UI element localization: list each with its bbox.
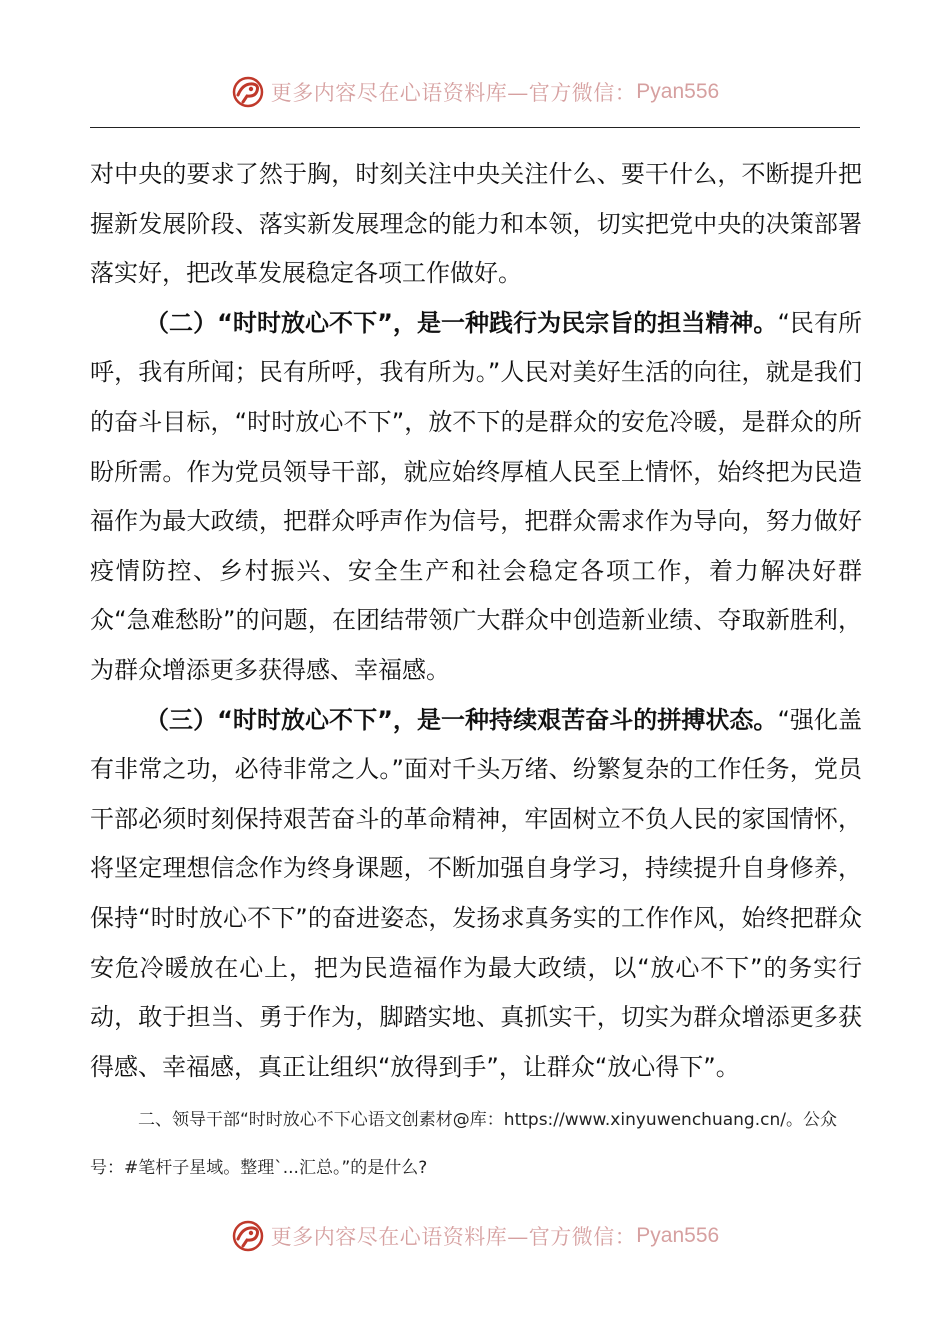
- paragraph-3: [90, 696, 862, 1093]
- paragraph-3-text: “强化盖有非常之功，必待非常之人。”面对千头万绪、纷繁复杂的工作任务，党员干部必须时刻保持艰苦奋斗的革命精神，牢固树立不负人民的家国情怀，将坚定理想信念作为终身课题，不断加强自身学习，持续提升自身修养，保持“时时放心不下”的奋进姿态，发扬求真务实的工作作风，始终把群众安危冷暖放在心上，把为民造福作为最大政绩，以“放心不下”的务实行动，敢于担当、勇于作为，脚踏实地、真抓实干，切实为群众增添更多获得感、幸福感，真正让组织“放得到手”，让群众“放心得下”。: [90, 705, 863, 1081]
- header-divider: [90, 127, 860, 128]
- section-heading-3: （三）“时时放心不下”，是一种持续艰苦奋斗的拼搏状态。: [145, 705, 778, 734]
- document-body: [90, 150, 862, 1092]
- banner-text: 更多内容尽在心语资料库—官方微信：: [270, 1225, 637, 1249]
- header-banner: [0, 70, 950, 114]
- footer-banner: [0, 1214, 950, 1258]
- paragraph-4: 二、领导干部“时时放心不下心语文创素材@库：https://www.xinyuwenchuang.cn/。公众号：#笔杆子星域。整理`...汇总。”的是什么?: [90, 1110, 837, 1178]
- section-heading-2: （二）“时时放心不下”，是一种践行为民宗旨的担当精神。: [145, 308, 778, 337]
- banner-wechat-id: Pyan556: [636, 1224, 720, 1247]
- banner-text: 更多内容尽在心语资料库—官方微信：: [270, 81, 637, 105]
- banner-wechat-id: Pyan556: [636, 80, 720, 103]
- logo-icon: [231, 75, 265, 109]
- logo-icon: [231, 1219, 265, 1253]
- paragraph-2-text: “民有所呼，我有所闻；民有所呼，我有所为。”人民对美好生活的向往，就是我们的奋斗目标，“时时放心不下”，放不下的是群众的安危冷暖，是群众的所盼所需。作为党员领导干部，就应始终厚植人民至上情怀，始终把为民造福作为最大政绩，把群众呼声作为信号，把群众需求作为导向，努力做好疫情防控、乡村振兴、安全生产和社会稳定各项工作，着力解决好群众“急难愁盼”的问题，在团结带领广大群众中创造新业绩、夺取新胜利，为群众增添更多获得感、幸福感。: [90, 308, 863, 684]
- paragraph-1: 对中央的要求了然于胸，时刻关注中央关注什么、要干什么，不断提升把握新发展阶段、落实新发展理念的能力和本领，切实把党中央的决策部署落实好，把改革发展稳定各项工作做好。: [90, 160, 862, 288]
- paragraph-2: [90, 299, 862, 696]
